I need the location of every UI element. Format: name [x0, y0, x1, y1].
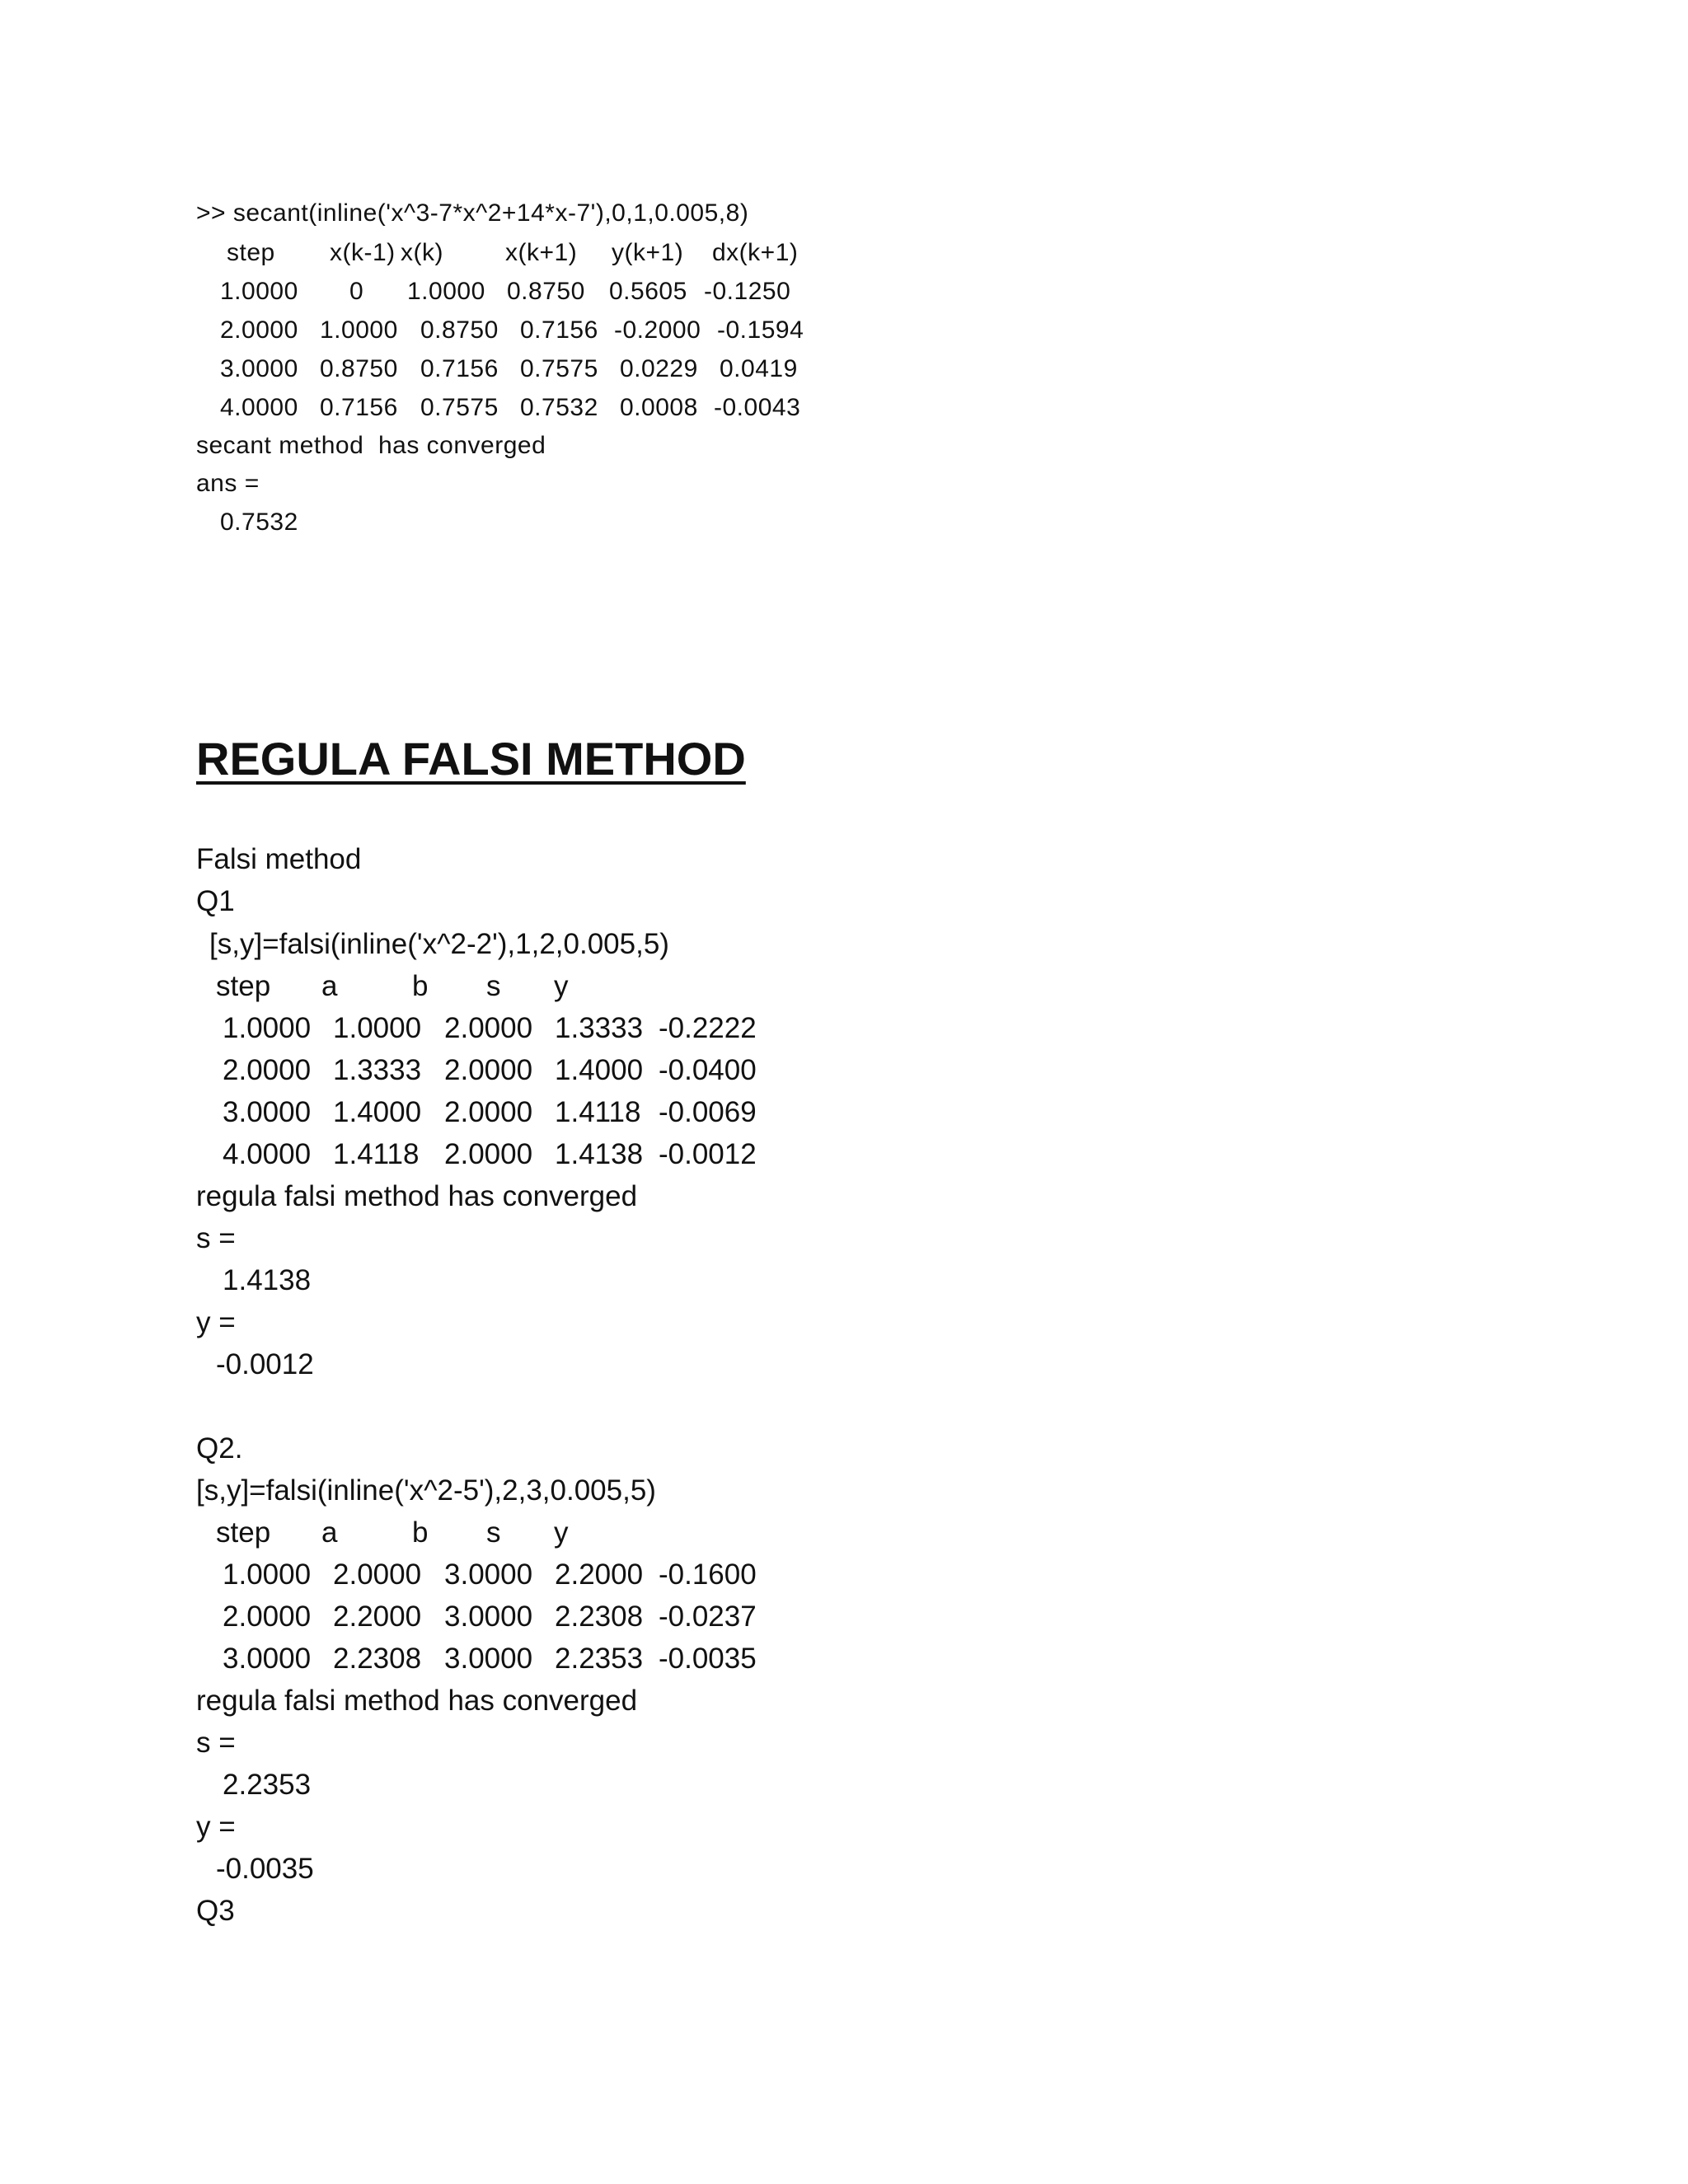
- secant-cell: 0.7156: [520, 316, 598, 344]
- q1-s-label: s =: [196, 1222, 236, 1254]
- secant-cell: 0.5605: [609, 278, 687, 305]
- secant-ans-label: ans =: [196, 470, 260, 497]
- secant-cell: 0.8750: [320, 355, 398, 382]
- q1-cell: 1.3333: [555, 1012, 644, 1044]
- q1-cell: 1.3333: [333, 1054, 422, 1086]
- q1-cell: 3.0000: [223, 1096, 312, 1128]
- secant-cell: 1.0000: [320, 316, 398, 344]
- q1-cell: 1.4138: [555, 1138, 644, 1170]
- q1-converged-message: regula falsi method has converged: [196, 1180, 638, 1212]
- q2-cell: 3.0000: [223, 1643, 312, 1675]
- secant-cell: 0.7575: [420, 394, 499, 421]
- q2-header-s: s: [486, 1516, 501, 1549]
- q1-y-value: -0.0012: [216, 1348, 314, 1380]
- q2-header-y: y: [554, 1516, 569, 1549]
- secant-cell: 3.0000: [220, 355, 298, 382]
- secant-cell: -0.1250: [704, 278, 791, 305]
- secant-cell: 0.7156: [420, 355, 499, 382]
- secant-header-step: step: [227, 239, 275, 266]
- q1-header-y: y: [554, 970, 569, 1002]
- secant-cell: 2.0000: [220, 316, 298, 344]
- q2-cell: 3.0000: [444, 1601, 533, 1633]
- secant-header-xk: x(k): [401, 239, 443, 266]
- q2-converged-message: regula falsi method has converged: [196, 1685, 638, 1717]
- q1-y-label: y =: [196, 1306, 236, 1338]
- secant-cell: 0.0229: [620, 355, 698, 382]
- q2-cell: -0.0237: [659, 1601, 757, 1633]
- q1-cell: -0.0012: [659, 1138, 757, 1170]
- q1-header-s: s: [486, 970, 501, 1002]
- q3-label: Q3: [196, 1895, 235, 1927]
- falsi-intro: Falsi method: [196, 843, 362, 875]
- q1-label: Q1: [196, 885, 235, 917]
- secant-cell: -0.2000: [614, 316, 701, 344]
- secant-ans-value: 0.7532: [220, 509, 298, 536]
- secant-header-dxkp1: dx(k+1): [712, 239, 799, 266]
- q2-y-value: -0.0035: [216, 1853, 314, 1885]
- q2-cell: 3.0000: [444, 1558, 533, 1591]
- secant-header-xkp1: x(k+1): [505, 239, 578, 266]
- q1-header-a: a: [321, 970, 338, 1002]
- q1-cell: 2.0000: [444, 1096, 533, 1128]
- secant-cell: 1.0000: [220, 278, 298, 305]
- q1-header-b: b: [412, 970, 429, 1002]
- q1-cell: -0.2222: [659, 1012, 757, 1044]
- q1-cell: 1.4000: [555, 1054, 644, 1086]
- q1-command: [s,y]=falsi(inline('x^2-2'),1,2,0.005,5): [209, 928, 669, 960]
- q2-cell: 1.0000: [223, 1558, 312, 1591]
- secant-cell: -0.1594: [717, 316, 804, 344]
- q2-y-label: y =: [196, 1811, 236, 1843]
- q2-cell: 2.2000: [333, 1601, 422, 1633]
- q2-cell: -0.1600: [659, 1558, 757, 1591]
- q1-cell: 1.4000: [333, 1096, 422, 1128]
- q2-command: [s,y]=falsi(inline('x^2-5'),2,3,0.005,5): [196, 1474, 656, 1507]
- secant-header-ykp1: y(k+1): [612, 239, 684, 266]
- q1-cell: 1.0000: [333, 1012, 422, 1044]
- q1-cell: 2.0000: [223, 1054, 312, 1086]
- secant-cell: 0.7156: [320, 394, 398, 421]
- q1-cell: 4.0000: [223, 1138, 312, 1170]
- q1-cell: 1.0000: [223, 1012, 312, 1044]
- secant-cell: 0.8750: [507, 278, 585, 305]
- q1-cell: 1.4118: [333, 1138, 420, 1170]
- q1-cell: -0.0069: [659, 1096, 757, 1128]
- secant-cell: 0.0419: [720, 355, 798, 382]
- q2-s-label: s =: [196, 1727, 236, 1759]
- secant-command: >> secant(inline('x^3-7*x^2+14*x-7'),0,1,0.005,8): [196, 199, 749, 227]
- secant-cell: 0.0008: [620, 394, 698, 421]
- q2-s-value: 2.2353: [223, 1769, 312, 1801]
- secant-cell: 4.0000: [220, 394, 298, 421]
- secant-cell: -0.0043: [714, 394, 801, 421]
- q2-cell: 3.0000: [444, 1643, 533, 1675]
- q2-header-b: b: [412, 1516, 429, 1549]
- q1-cell: -0.0400: [659, 1054, 757, 1086]
- q2-cell: 2.0000: [223, 1601, 312, 1633]
- q1-cell: 2.0000: [444, 1054, 533, 1086]
- secant-converged-message: secant method has converged: [196, 432, 546, 459]
- q1-s-value: 1.4138: [223, 1264, 312, 1296]
- secant-cell: 0: [349, 278, 364, 305]
- q2-header-step: step: [216, 1516, 271, 1549]
- q2-cell: 2.2000: [555, 1558, 644, 1591]
- q1-cell: 1.4118: [555, 1096, 641, 1128]
- secant-cell: 1.0000: [407, 278, 485, 305]
- q2-header-a: a: [321, 1516, 338, 1549]
- q2-cell: 2.2308: [333, 1643, 422, 1675]
- q1-cell: 2.0000: [444, 1012, 533, 1044]
- section-heading: REGULA FALSI METHOD: [196, 733, 746, 785]
- q1-cell: 2.0000: [444, 1138, 533, 1170]
- q1-header-step: step: [216, 970, 271, 1002]
- q2-cell: 2.0000: [333, 1558, 422, 1591]
- q2-cell: -0.0035: [659, 1643, 757, 1675]
- secant-cell: 0.8750: [420, 316, 499, 344]
- q2-cell: 2.2308: [555, 1601, 644, 1633]
- secant-cell: 0.7575: [520, 355, 598, 382]
- secant-cell: 0.7532: [520, 394, 598, 421]
- secant-header-xkm1: x(k-1): [330, 239, 396, 266]
- q2-label: Q2.: [196, 1432, 243, 1465]
- q2-cell: 2.2353: [555, 1643, 644, 1675]
